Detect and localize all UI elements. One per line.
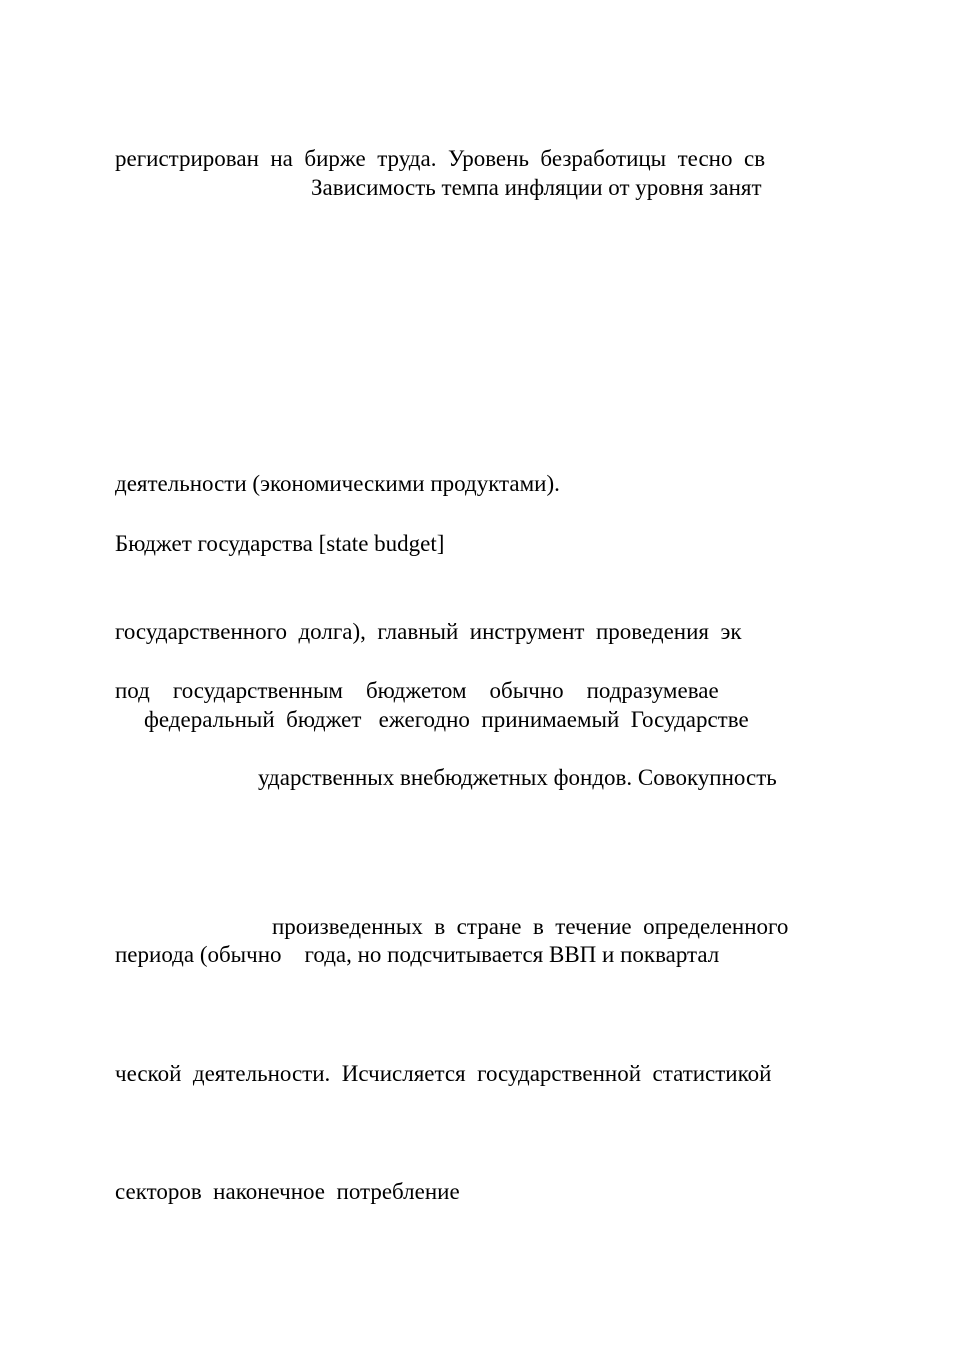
text-line: периода (обычно года, но подсчитывается ВВП и поквартал <box>115 942 720 967</box>
section-heading: Бюджет государства [state budget] <box>115 531 445 556</box>
text-line: государственного долга), главный инструмент проведения эк <box>115 619 742 644</box>
text-line: регистрирован на бирже труда. Уровень безработицы тесно св <box>115 146 766 171</box>
text-line: ударственных внебюджетных фондов. Совокупность <box>258 765 777 790</box>
text-line: ческой деятельности. Исчисляется государственной статистикой <box>115 1061 772 1086</box>
text-line: деятельности (экономическими продуктами). <box>115 471 560 496</box>
text-line: Зависимость темпа инфляции от уровня занят <box>311 175 762 200</box>
text-line: секторов наконечное потребление <box>115 1179 460 1204</box>
text-line: федеральный бюджет ежегодно принимаемый Государстве <box>144 707 749 732</box>
text-line: под государственным бюджетом обычно подразумевае <box>115 678 719 703</box>
text-line: произведенных в стране в течение определенного <box>272 914 789 939</box>
